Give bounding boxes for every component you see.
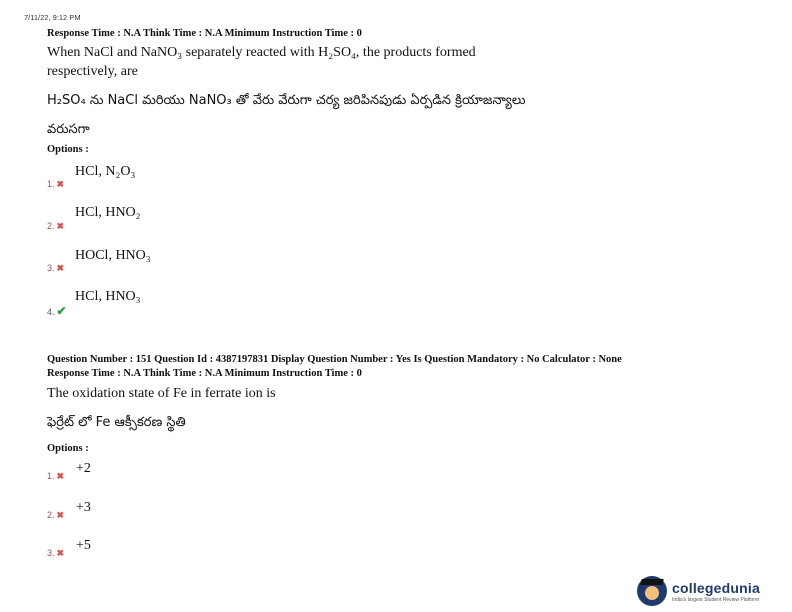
option-number: 3.: [47, 263, 55, 273]
q1-question-line-2: respectively, are: [47, 64, 138, 79]
logo-name: collegedunia: [672, 579, 760, 596]
q2-question: The oxidation state of Fe in ferrate ion is: [47, 386, 276, 401]
q1-option-2-text: HCl, HNO₂: [75, 205, 141, 220]
q1-options-label: Options :: [47, 144, 89, 155]
q1-option-4: [47, 302, 67, 320]
q1-option-4-text: HCl, HNO₃: [75, 289, 141, 304]
option-number: 4.: [47, 307, 55, 317]
check-icon: ✔: [56, 304, 67, 318]
q2-option-1: [47, 466, 64, 484]
option-number: 2.: [47, 221, 55, 231]
option-number: 2.: [47, 510, 55, 520]
collegedunia-logo: [637, 576, 760, 606]
cross-icon: ✖: [56, 471, 65, 481]
option-number: 1.: [47, 179, 55, 189]
q1-option-3-text: HOCl, HNO₃: [75, 248, 151, 263]
cross-icon: ✖: [56, 510, 65, 520]
q2-telugu: ఫెర్రేట్ లో Fe ఆక్సీకరణ స్థితి: [47, 415, 186, 430]
cross-icon: ✖: [56, 548, 65, 558]
cross-icon: ✖: [56, 221, 65, 231]
cross-icon: ✖: [56, 179, 65, 189]
option-number: 1.: [47, 471, 55, 481]
q1-meta-line: Response Time : N.A Think Time : N.A Minimum Instruction Time : 0: [47, 28, 362, 39]
logo-tagline: India's largest Student Review Platform: [672, 596, 760, 603]
q1-telugu-line-2: వరుసగా: [47, 122, 90, 137]
q2-option-3: [47, 543, 64, 561]
q2-options-label: Options :: [47, 443, 89, 454]
q1-option-3: [47, 258, 64, 276]
option-number: 3.: [47, 548, 55, 558]
q1-option-1-text: HCl, N₂O₃: [75, 164, 136, 179]
q2-option-2: [47, 505, 64, 523]
cross-icon: ✖: [56, 263, 65, 273]
q1-question-line-1: When NaCl and NaNO₃ separately reacted with H₂SO₄, the products formed: [47, 45, 476, 60]
q2-option-1-text: +2: [76, 461, 91, 476]
q1-option-1: [47, 174, 64, 192]
q1-option-2: [47, 216, 64, 234]
mascot-icon: [637, 576, 667, 606]
q2-option-2-text: +3: [76, 500, 91, 515]
q2-option-3-text: +5: [76, 538, 91, 553]
q2-meta-line-2: Response Time : N.A Think Time : N.A Minimum Instruction Time : 0: [47, 368, 362, 379]
q2-meta-line-1: Question Number : 151 Question Id : 4387197831 Display Question Number : Yes Is Question Mandatory : No Calculator : None: [47, 354, 622, 365]
q1-telugu-line-1: H₂SO₄ ను NaCl మరియు NaNO₃ తో వేరు వేరుగా చర్య జరిపినపుడు ఏర్పడిన క్రియాజన్యాలు: [47, 93, 526, 108]
timestamp: 7/11/22, 9:12 PM: [24, 13, 81, 22]
